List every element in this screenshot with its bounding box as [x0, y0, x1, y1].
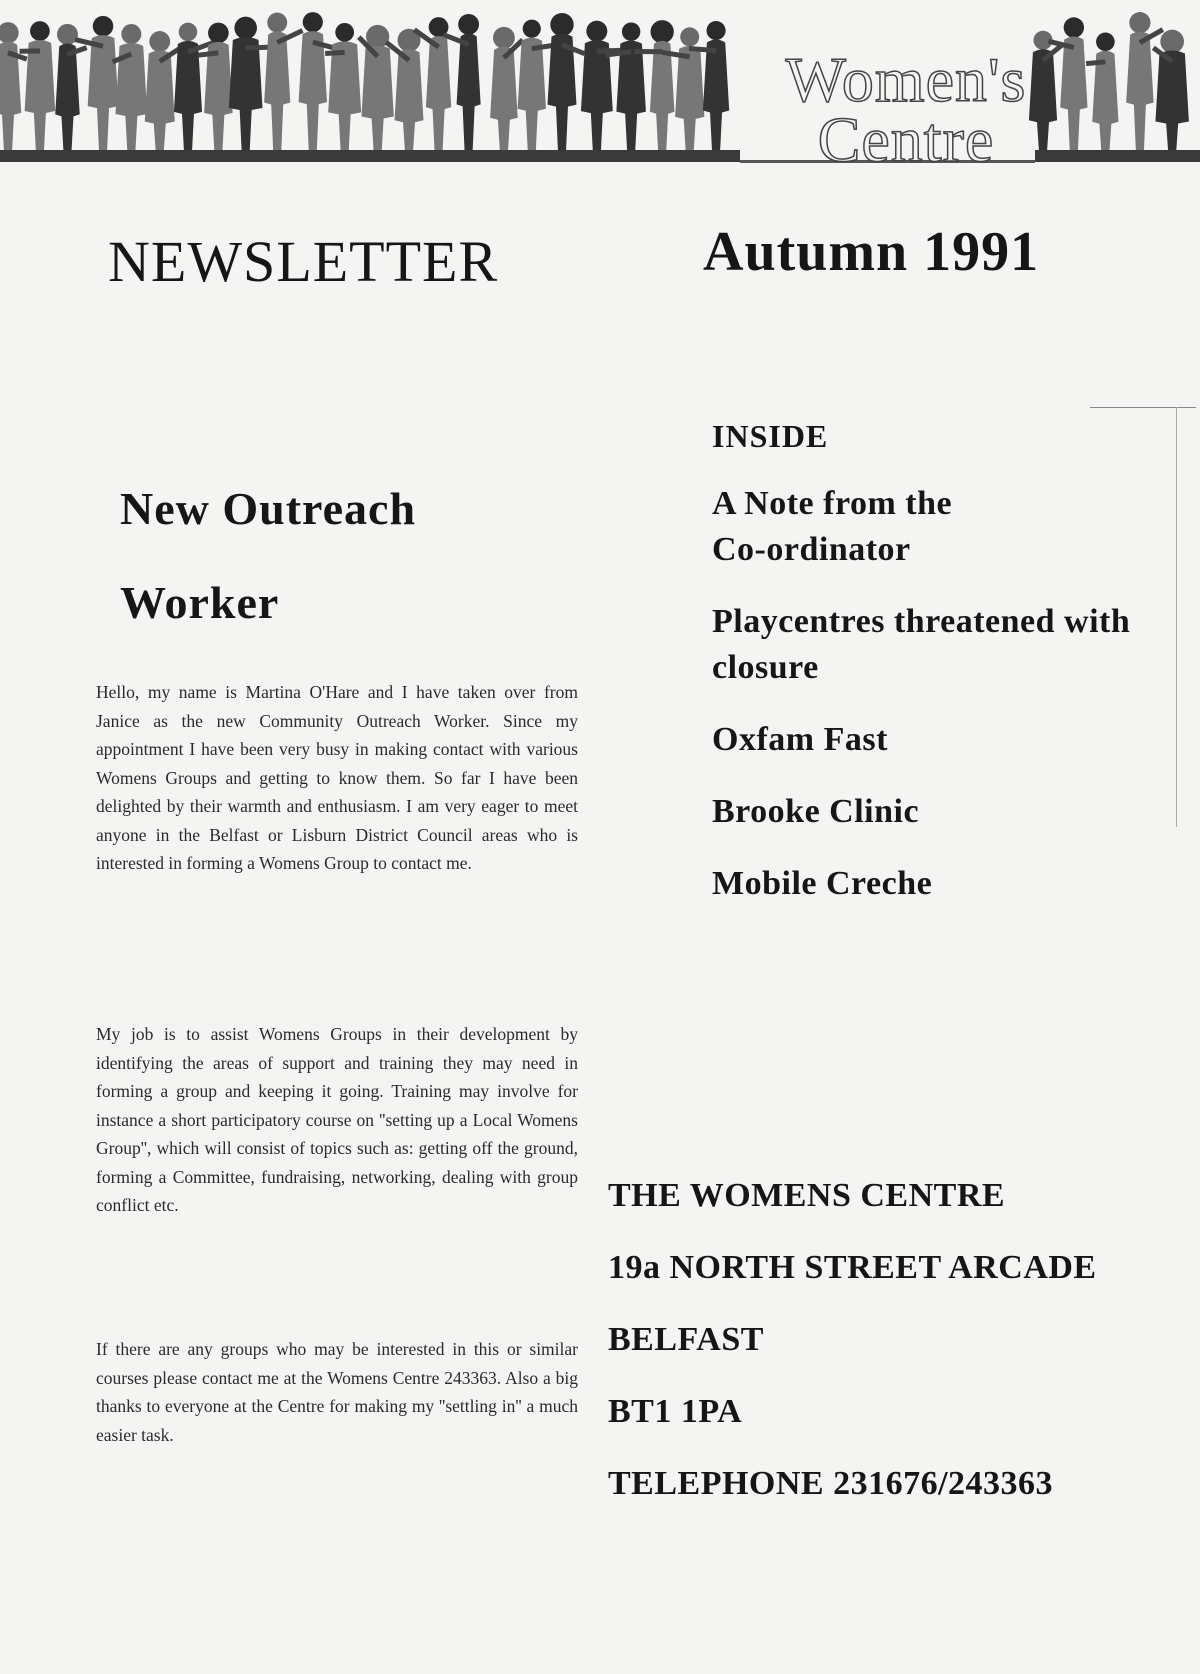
- newsletter-title: NEWSLETTER: [108, 229, 499, 294]
- article-paragraph: My job is to assist Womens Groups in their development by identifying the areas of support and training they may need in forming a group and keeping it going. Training may involve for instance a short participatory course on ''setting up a Local Womens Group'', which will consist of topics such as: getting off the ground, forming a Committee, fundraising, networking, dealing with group conflict etc.: [96, 1024, 578, 1215]
- inside-heading: INSIDE: [712, 418, 829, 454]
- contact-line: BT1 1PA: [608, 1393, 743, 1430]
- inside-contents: [712, 418, 1182, 933]
- logo-line-1: Women's: [785, 44, 1027, 115]
- issue-date: Autumn 1991: [703, 221, 1040, 283]
- inside-item: A Note from the Co-ordinator: [712, 485, 953, 568]
- contact-line: TELEPHONE 231676/243363: [608, 1465, 1054, 1502]
- contact-line: 19a NORTH STREET ARCADE: [608, 1249, 1097, 1286]
- logo-line-2: Centre: [817, 104, 995, 175]
- contact-line: THE WOMENS CENTRE: [608, 1177, 1006, 1214]
- article-paragraph: If there are any groups who may be interested in this or similar courses please contact me at the Womens Centre 243363. Also a big thanks to everyone at the Centre for making my ''settling in'' a much easier task.: [96, 1339, 578, 1445]
- article-title: [120, 462, 590, 650]
- article-title-line-2: Worker: [120, 577, 280, 628]
- inside-item: Oxfam Fast: [712, 721, 888, 758]
- contact-address: [608, 1160, 1200, 1520]
- inside-item: Mobile Creche: [712, 865, 933, 902]
- contact-line: BELFAST: [608, 1321, 764, 1358]
- inside-box-rule: [1090, 407, 1196, 408]
- article-paragraph: Hello, my name is Martina O'Hare and I have taken over from Janice as the new Community Outreach Worker. Since my appointment I have been very busy in making contact with various Womens Groups and getting to know them. So far I have been delighted by their warmth and enthusiasm. I am very eager to meet anyone in the Belfast or Lisburn District Council areas who is interested in forming a Womens Group to contact me.: [96, 682, 578, 873]
- inside-item: Playcentres threatened with closure: [712, 603, 1131, 686]
- inside-item: Brooke Clinic: [712, 793, 920, 830]
- article-title-line-1: New Outreach: [120, 483, 417, 534]
- womens-centre-logo: [756, 44, 1056, 175]
